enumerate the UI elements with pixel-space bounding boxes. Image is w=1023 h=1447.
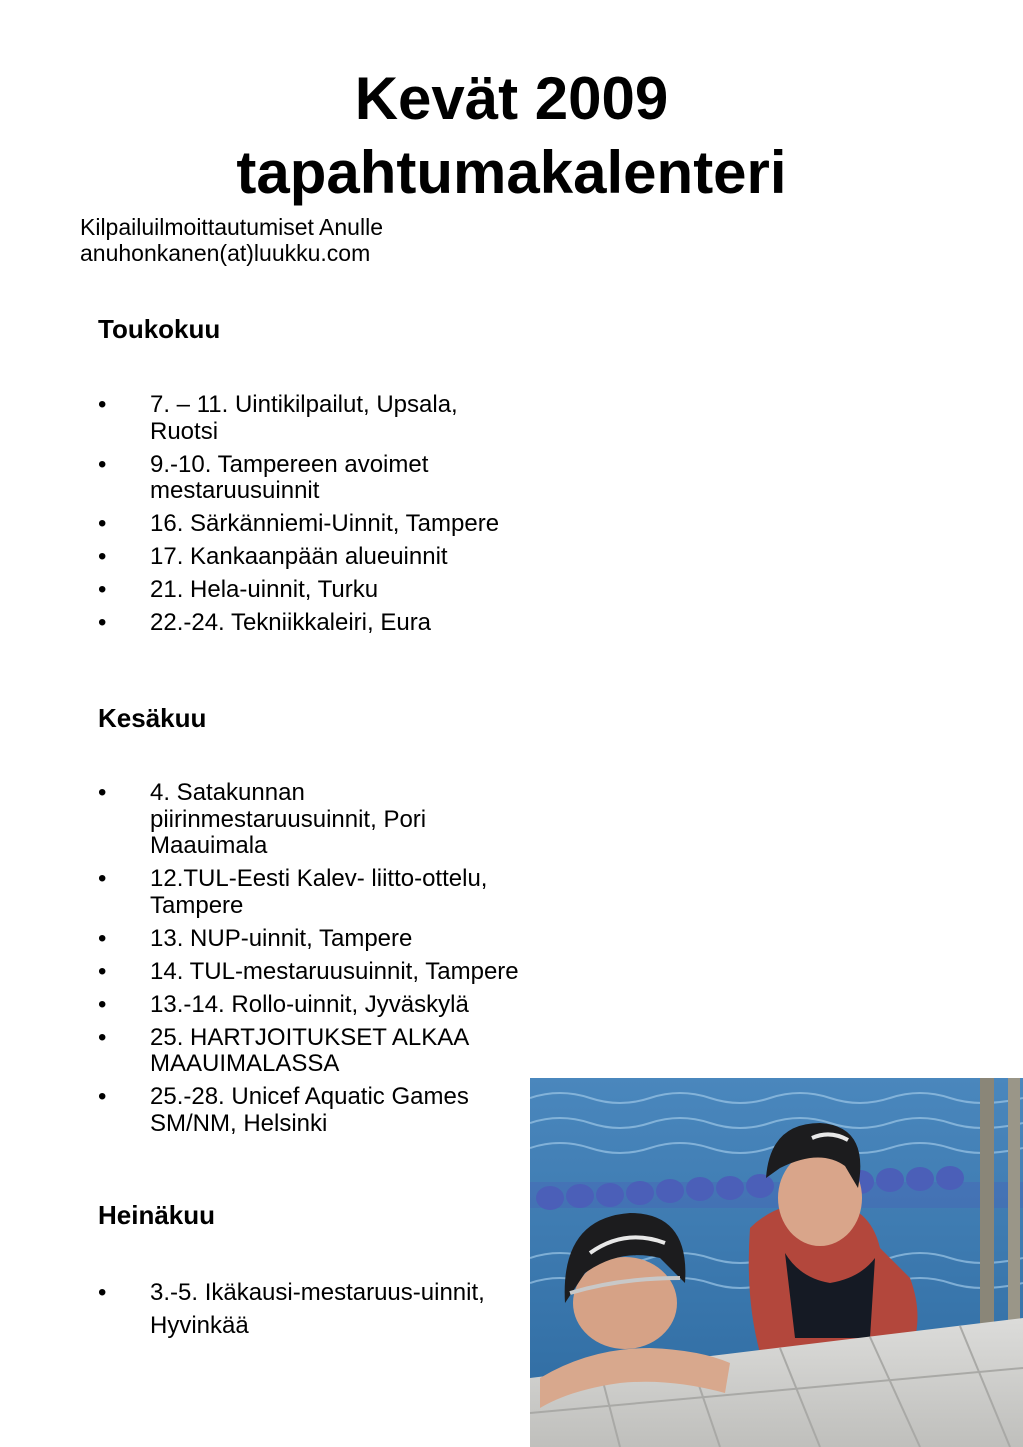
list-item <box>98 780 528 860</box>
list-item <box>98 511 528 538</box>
bullet-icon: • <box>98 924 107 952</box>
event-text: 13. NUP-uinnit, Tampere <box>150 924 413 952</box>
registration-text: Kilpailuilmoittautumiset Anulle <box>80 214 383 240</box>
event-text: 25.-28. Unicef Aquatic Games SM/NM, Helsinki <box>150 1083 469 1137</box>
event-list-heinakuu <box>98 1276 498 1349</box>
list-item <box>98 1084 528 1137</box>
bullet-icon: • <box>98 543 107 570</box>
event-text: 3.-5. Ikäkausi-mestaruus-uinnit, Hyvinkää <box>150 1279 485 1339</box>
bullet-icon: • <box>98 609 107 636</box>
bullet-icon: • <box>98 990 107 1018</box>
event-text: 17. Kankaanpään alueuinnit <box>150 543 448 570</box>
month-heading-toukokuu: Toukokuu <box>98 314 221 344</box>
event-text: 7. – 11. Uintikilpailut, Upsala, Ruotsi <box>150 391 458 445</box>
event-text: 13.-14. Rollo-uinnit, Jyväskylä <box>150 990 469 1018</box>
list-item <box>98 544 528 571</box>
list-item <box>98 992 528 1019</box>
bullet-icon: • <box>98 1279 107 1306</box>
page-title <box>0 62 1023 210</box>
bullet-icon: • <box>98 391 107 418</box>
list-item <box>98 1025 528 1078</box>
list-item <box>98 926 528 953</box>
bullet-icon: • <box>98 450 107 478</box>
bullet-icon: • <box>98 865 107 892</box>
title-line-1: Kevät 2009 <box>354 65 669 132</box>
event-text: 16. Särkänniemi-Uinnit, Tampere <box>150 510 500 537</box>
event-text: 22.-24. Tekniikkaleiri, Eura <box>150 609 432 636</box>
list-item <box>98 610 528 637</box>
registration-email: anuhonkanen(at)luukku.com <box>80 240 371 266</box>
event-text: 4. Satakunnan piirinmestaruusuinnit, Pori Maauimala <box>150 779 427 859</box>
event-text: 12.TUL-Eesti Kalev- liitto-ottelu, Tampere <box>150 865 488 919</box>
registration-info <box>80 214 383 266</box>
bullet-icon: • <box>98 510 107 537</box>
title-line-2: tapahtumakalenteri <box>236 139 787 206</box>
event-text: 14. TUL-mestaruusuinnit, Tampere <box>150 957 519 985</box>
list-item <box>98 959 528 986</box>
bullet-icon: • <box>98 779 107 806</box>
list-item <box>98 392 528 445</box>
swimmers-photo <box>530 1078 1023 1447</box>
event-list-toukokuu <box>98 392 528 643</box>
month-heading-heinakuu: Heinäkuu <box>98 1200 216 1230</box>
event-list-kesakuu <box>98 780 528 1144</box>
list-item <box>98 577 528 604</box>
bullet-icon: • <box>98 1023 107 1051</box>
event-text: 9.-10. Tampereen avoimet mestaruusuinnit <box>150 450 429 504</box>
bullet-icon: • <box>98 957 107 985</box>
list-item <box>98 1276 498 1342</box>
bullet-icon: • <box>98 1083 107 1110</box>
month-heading-kesakuu: Kesäkuu <box>98 703 207 733</box>
event-text: 21. Hela-uinnit, Turku <box>150 576 379 603</box>
list-item <box>98 866 528 919</box>
bullet-icon: • <box>98 576 107 603</box>
event-text: 25. HARTJOITUKSET ALKAA MAAUIMALASSA <box>150 1023 468 1077</box>
list-item <box>98 452 528 505</box>
